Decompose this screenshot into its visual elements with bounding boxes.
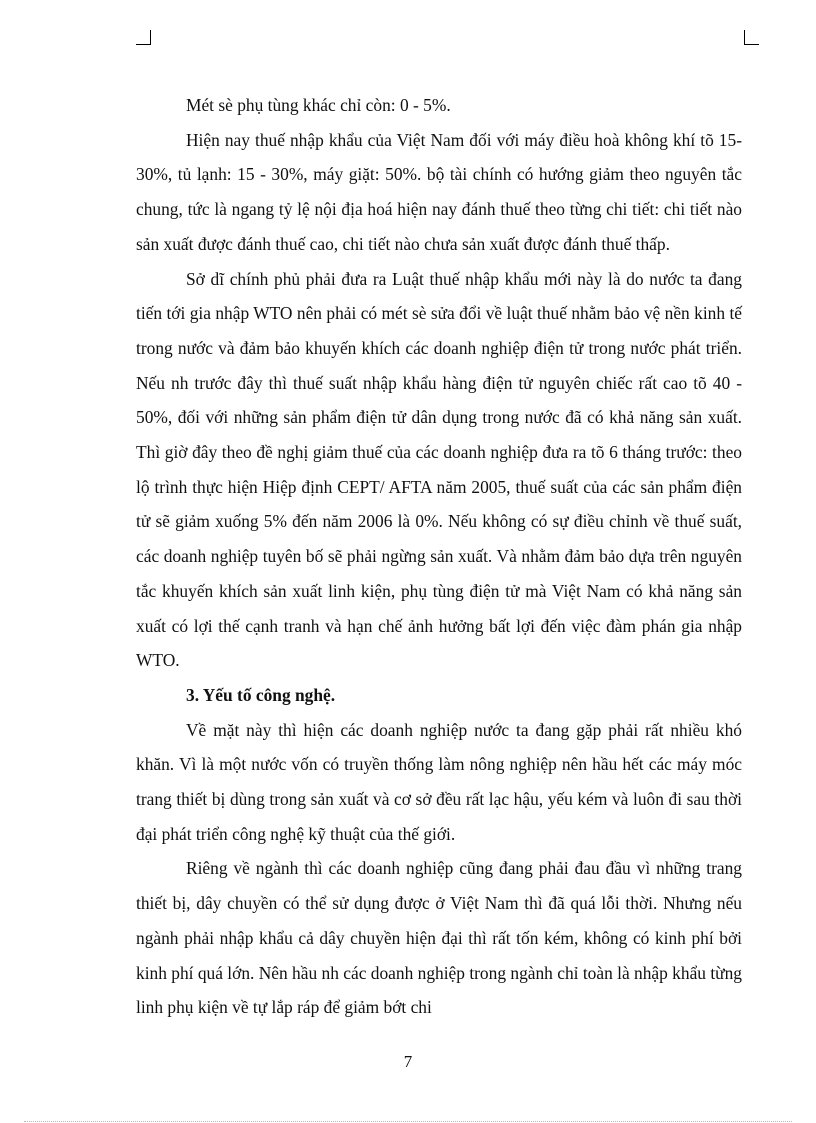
page-bottom-rule [24,1121,792,1122]
paragraph: Sở dĩ chính phủ phải đưa ra Luật thuế nhập khẩu mới này là do nước ta đang tiến tới gia nhập WTO nên phải có mét sè sửa đổi về luật thuế nhằm bảo vệ nền kinh tế trong nước và đảm bảo khuyến khích các doanh nghiệp điện tử trong nước phát triển. Nếu nh trước đây thì thuế suất nhập khẩu hàng điện tử nguyên chiếc rất cao tõ 40 - 50%, đối với những sản phẩm điện tử dân dụng trong nước đã có khả năng sản xuất. Thì giờ đây theo đề nghị giảm thuế của các doanh nghiệp đưa ra tõ 6 tháng trước: theo lộ trình thực hiện Hiệp định CEPT/ AFTA năm 2005, thuế suất của các sản phẩm điện tử sẽ giảm xuống 5% đến năm 2006 là 0%. Nếu không có sự điều chỉnh về thuế suất, các doanh nghiệp tuyên bố sẽ phải ngừng sản xuất. Và nhằm đảm bảo dựa trên nguyên tắc khuyến khích sản xuất linh kiện, phụ tùng điện tử mà Việt Nam có khả năng sản xuất có lợi thế cạnh tranh và hạn chế ảnh hưởng bất lợi đến việc đàm phán gia nhập WTO. [136,268,742,671]
paragraph: Mét sè phụ tùng khác chỉ còn: 0 - 5%. [186,95,451,115]
paragraph: Về mặt này thì hiện các doanh nghiệp nước ta đang gặp phải rất nhiều khó khăn. Vì là một nước vốn có truyền thống làm nông nghiệp nên hầu hết các máy móc trang thiết bị dùng trong sản xuất và cơ sở đều rất lạc hậu, yếu kém và luôn đi sau thời đại phát triển công nghệ kỹ thuật của thế giới. [136,719,742,844]
page-number: 7 [403,1052,413,1071]
paragraph: Riêng về ngành thì các doanh nghiệp cũng đang phải đau đầu vì những trang thiết bị, dây chuyền có thể sử dụng được ở Việt Nam thì đã quá lỗi thời. Nhưng nếu ngành phải nhập khẩu cả dây chuyền hiện đại thì rất tốn kém, không có kinh phí bởi kinh phí quá lớn. Nên hầu nh các doanh nghiệp trong ngành chỉ toàn là nhập khẩu từng linh phụ kiện về tự lắp ráp để giảm bớt chi [136,858,742,1018]
document-body [136,88,742,1025]
paragraph: Hiện nay thuế nhập khẩu của Việt Nam đối với máy điều hoà không khí tõ 15- 30%, tủ lạnh: 15 - 30%, máy giặt: 50%. bộ tài chính có hướng giảm theo nguyên tắc chung, tức là ngang tỷ lệ nội địa hoá hiện nay đánh thuế theo từng chi tiết: chi tiết nào sản xuất được đánh thuế cao, chi tiết nào chưa sản xuất được đánh thuế thấp. [136,129,742,254]
section-heading: 3. Yếu tố công nghệ. [186,684,336,705]
crop-mark-top-right [744,30,759,45]
crop-mark-top-left [136,30,151,45]
